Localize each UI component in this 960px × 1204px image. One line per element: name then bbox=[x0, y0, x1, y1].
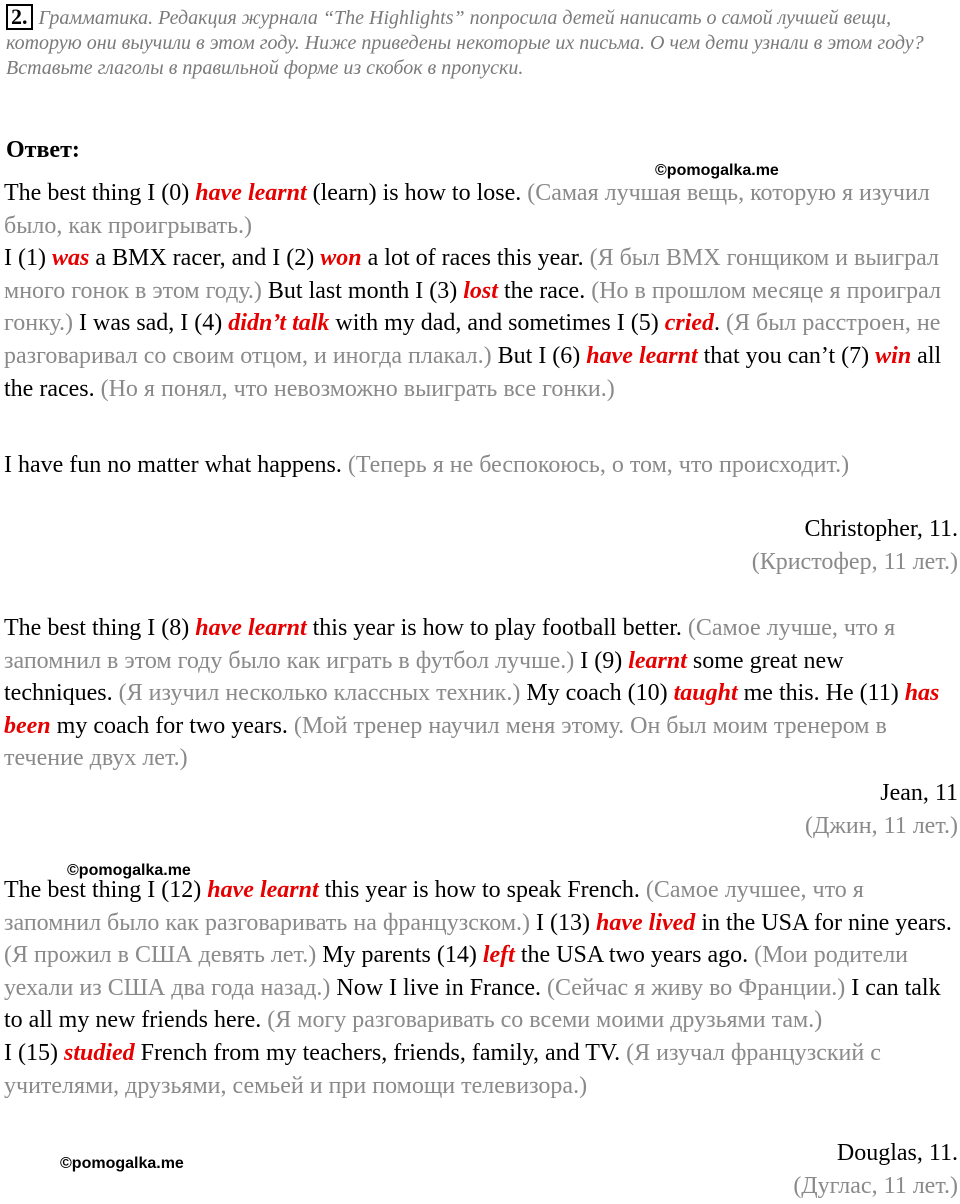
text-segment: My coach (10) bbox=[520, 680, 674, 707]
watermark: ©pomogalka.me bbox=[60, 1155, 184, 1172]
text-segment: the race. bbox=[497, 277, 592, 304]
translation: (Но я понял, что невозможно выиграть все гонки.) bbox=[100, 375, 615, 402]
text-segment: that you can’t (7) bbox=[697, 342, 876, 369]
text-segment: I have fun no matter what happens. bbox=[4, 452, 348, 478]
text-segment: in the USA for nine years. bbox=[695, 909, 952, 936]
text-segment: a BMX racer, and I (2) bbox=[89, 245, 321, 272]
answer-13: have lived bbox=[596, 909, 696, 936]
signature-translation: (Дуглас, 11 лет.) bbox=[793, 1173, 958, 1199]
text-segment: I (1) bbox=[4, 245, 52, 272]
translation: (Я был расстроен, не разговаривал со своим отцом, и иногда плакал.) bbox=[4, 310, 941, 369]
text-segment: I (15) bbox=[4, 1039, 64, 1066]
text-segment: my coach for two years. bbox=[50, 712, 294, 739]
translation: (Самое лучше, что я запомнил в этом году было как играть в футбол лучше.) bbox=[4, 615, 896, 674]
letter-2-paragraph bbox=[4, 612, 958, 775]
answer-6: have learnt bbox=[586, 342, 698, 369]
watermark: ©pomogalka.me bbox=[655, 162, 779, 179]
text-segment: I was sad, I (4) bbox=[73, 310, 229, 337]
translation: (Самое лучшее, что я запомнил было как разговаривать на французском.) bbox=[4, 877, 864, 936]
text-segment: But last month I (3) bbox=[261, 277, 464, 304]
translation: (Но в прошлом месяце я проиграл гонку.) bbox=[4, 277, 941, 337]
letter-3-signature bbox=[793, 1137, 958, 1203]
answer-14: left bbox=[482, 942, 515, 969]
text-segment: all the races. bbox=[4, 342, 942, 402]
answer-7: win bbox=[875, 342, 912, 369]
signature: Jean, 11 bbox=[880, 780, 958, 806]
text-segment: I (9) bbox=[574, 647, 629, 674]
translation: (Самая лучшая вещь, которую я изучил было, как проигрывать.) bbox=[4, 180, 930, 239]
task-instruction bbox=[6, 4, 956, 81]
letter-1-paragraph-2 bbox=[4, 449, 958, 482]
text-segment: My parents (14) bbox=[316, 942, 483, 969]
watermark: ©pomogalka.me bbox=[67, 862, 191, 879]
text-segment: The best thing I (0) bbox=[4, 180, 196, 206]
answer-2: won bbox=[320, 245, 362, 272]
translation: (Я могу разговаривать со всеми моими друзьями там.) bbox=[267, 1007, 823, 1034]
text-segment: The best thing I (8) bbox=[4, 615, 196, 641]
text-segment: this year is how to speak French. bbox=[318, 877, 646, 903]
text-segment: But I (6) bbox=[491, 342, 587, 369]
answer-12: have learnt bbox=[207, 877, 319, 903]
task-text: Грамматика. Редакция журнала “The Highlights” попросила детей написать о самой лучшей вещи, которую они выучили в этом году. Ниже приведены некоторые их письма. О чем дети узнали в этом году? Вставьте глаголы в правильной форме из скобок в пропуски. bbox=[6, 7, 924, 79]
translation: (Я прожил в США девять лет.) bbox=[4, 942, 317, 969]
signature-translation: (Кристофер, 11 лет.) bbox=[751, 549, 958, 575]
translation: (Я изучал французский с учителями, друзьями, семьей и при помощи телевизора.) bbox=[4, 1039, 881, 1099]
text-segment: The best thing I (12) bbox=[4, 877, 208, 903]
letter-3-paragraph bbox=[4, 874, 958, 1102]
answer-4: didn’t talk bbox=[228, 310, 330, 337]
text-segment: me this. He (11) bbox=[737, 680, 905, 707]
answer-3: lost bbox=[463, 277, 498, 304]
answer-8: have learnt bbox=[195, 615, 307, 641]
answer-11: has been bbox=[4, 680, 940, 739]
task-number: 2. bbox=[6, 4, 33, 30]
translation: (Теперь я не беспокоюсь, о том, что происходит.) bbox=[347, 452, 850, 478]
translation: (Мой тренер научил меня этому. Он был моим тренером в течение двух лет.) bbox=[4, 712, 887, 772]
translation: (Я изучил несколько классных техник.) bbox=[118, 680, 521, 707]
translation: (Я был BMX гонщиком и выиграл много гонок в этом году.) bbox=[4, 245, 939, 304]
text-segment: I (13) bbox=[530, 909, 597, 936]
text-segment: a lot of races this year. bbox=[361, 245, 590, 272]
translation: (Мои родители уехали из США два года назад.) bbox=[4, 942, 909, 1001]
answer-1: was bbox=[51, 245, 90, 272]
answer-0: have learnt bbox=[195, 180, 307, 206]
letter-1-paragraph-1 bbox=[4, 177, 958, 405]
letter-2-signature bbox=[805, 777, 958, 843]
text-segment: (learn) is how to lose. bbox=[306, 180, 528, 206]
text-segment: I can talk to all my new friends here. bbox=[4, 974, 941, 1034]
text-segment: French from my teachers, friends, family, and TV. bbox=[134, 1039, 627, 1066]
text-segment: . bbox=[714, 310, 727, 337]
letter-1-signature bbox=[752, 513, 958, 579]
translation: (Сейчас я живу во Франции.) bbox=[547, 974, 846, 1001]
text-segment: some great new techniques. bbox=[4, 647, 844, 707]
answer-9: learnt bbox=[628, 647, 687, 674]
signature-translation: (Джин, 11 лет.) bbox=[804, 813, 958, 839]
text-segment: Now I live in France. bbox=[330, 974, 547, 1001]
text-segment: the USA two years ago. bbox=[514, 942, 755, 969]
signature: Douglas, 11. bbox=[836, 1140, 958, 1166]
signature: Christopher, 11. bbox=[804, 516, 958, 542]
text-segment: with my dad, and sometimes I (5) bbox=[329, 310, 665, 337]
answer-heading: Ответ: bbox=[6, 137, 80, 163]
answer-10: taught bbox=[673, 680, 738, 707]
text-segment: this year is how to play football better. bbox=[306, 615, 688, 641]
answer-15: studied bbox=[63, 1039, 135, 1066]
answer-5: cried bbox=[664, 310, 715, 337]
